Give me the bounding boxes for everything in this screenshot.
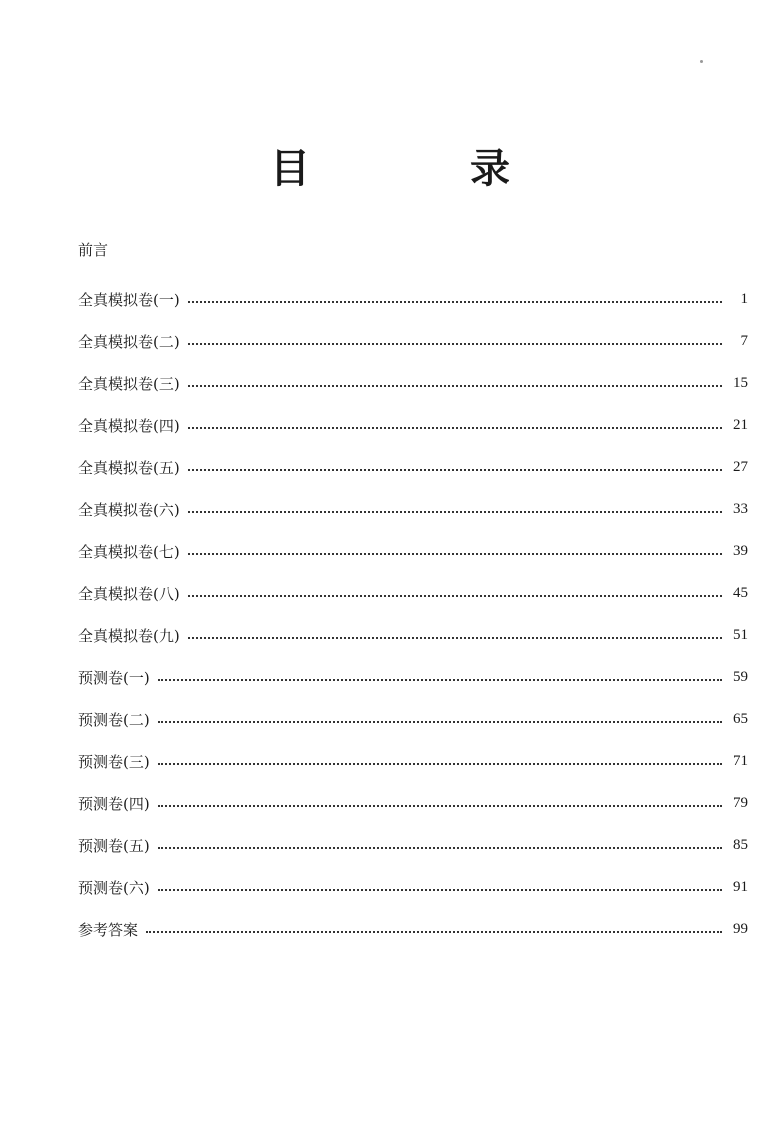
dot-leader [158, 763, 722, 765]
dot-leader [188, 469, 722, 471]
page-title: 目 录 [270, 145, 570, 192]
toc-entry[interactable] [78, 908, 748, 950]
dot-leader [188, 427, 722, 429]
dot-leader [188, 385, 722, 387]
toc-entry-label: 预测卷(一) [78, 668, 150, 687]
toc-entry[interactable] [78, 866, 748, 908]
toc-entry-label: 预测卷(三) [78, 752, 150, 771]
dot-leader [188, 553, 722, 555]
toc-entry-page: 91 [733, 878, 748, 895]
toc-entry-page: 45 [733, 584, 748, 601]
toc-entry-label: 全真模拟卷(三) [78, 374, 180, 393]
toc-entry-page: 27 [733, 458, 748, 475]
toc-entry-label: 全真模拟卷(四) [78, 416, 180, 435]
dot-leader [188, 637, 722, 639]
dot-leader [188, 301, 722, 303]
toc-entry-page: 51 [733, 626, 748, 643]
toc-entry[interactable] [78, 320, 748, 362]
dot-leader [188, 343, 722, 345]
toc-entry-page: 39 [733, 542, 748, 559]
toc-entry-label: 全真模拟卷(二) [78, 332, 180, 351]
toc-entry[interactable] [78, 404, 748, 446]
toc-entry-label: 全真模拟卷(六) [78, 500, 180, 519]
dot-leader [158, 721, 722, 723]
dot-leader [158, 847, 722, 849]
toc-entry-label: 预测卷(六) [78, 878, 150, 897]
toc-entry-page: 59 [733, 668, 748, 685]
toc-entry-page: 71 [733, 752, 748, 769]
toc-preface[interactable]: 前言 [78, 241, 109, 259]
toc-entry-page: 15 [733, 374, 748, 391]
toc-entry-label: 预测卷(二) [78, 710, 150, 729]
dot-leader [188, 595, 722, 597]
toc-entry-page: 33 [733, 500, 748, 517]
toc-entry-label: 全真模拟卷(一) [78, 290, 180, 309]
table-of-contents [78, 236, 748, 950]
toc-entry-page: 7 [740, 332, 748, 349]
toc-entry-label: 全真模拟卷(五) [78, 458, 180, 477]
toc-entry[interactable] [78, 488, 748, 530]
toc-entry-page: 21 [733, 416, 748, 433]
toc-entry[interactable] [78, 614, 748, 656]
toc-entry[interactable] [78, 446, 748, 488]
toc-entry-label: 参考答案 [78, 920, 139, 939]
toc-entry-label: 预测卷(四) [78, 794, 150, 813]
scan-speck [700, 60, 703, 63]
dot-leader [146, 931, 722, 933]
toc-entry[interactable] [78, 362, 748, 404]
toc-entry-page: 99 [733, 920, 748, 937]
toc-entry[interactable] [78, 656, 748, 698]
toc-entry-page: 1 [740, 290, 748, 307]
toc-entry[interactable] [78, 278, 748, 320]
toc-entry-page: 65 [733, 710, 748, 727]
toc-entry[interactable] [78, 698, 748, 740]
toc-entry[interactable] [78, 782, 748, 824]
toc-entry[interactable] [78, 530, 748, 572]
toc-entry-label: 全真模拟卷(七) [78, 542, 180, 561]
toc-entry[interactable] [78, 824, 748, 866]
toc-entry-page: 85 [733, 836, 748, 853]
toc-entry[interactable] [78, 740, 748, 782]
toc-entry[interactable] [78, 572, 748, 614]
toc-entry-label: 预测卷(五) [78, 836, 150, 855]
toc-entry-page: 79 [733, 794, 748, 811]
toc-entry-label: 全真模拟卷(九) [78, 626, 180, 645]
dot-leader [158, 889, 722, 891]
dot-leader [158, 679, 722, 681]
toc-entry-label: 全真模拟卷(八) [78, 584, 180, 603]
dot-leader [158, 805, 722, 807]
dot-leader [188, 511, 722, 513]
